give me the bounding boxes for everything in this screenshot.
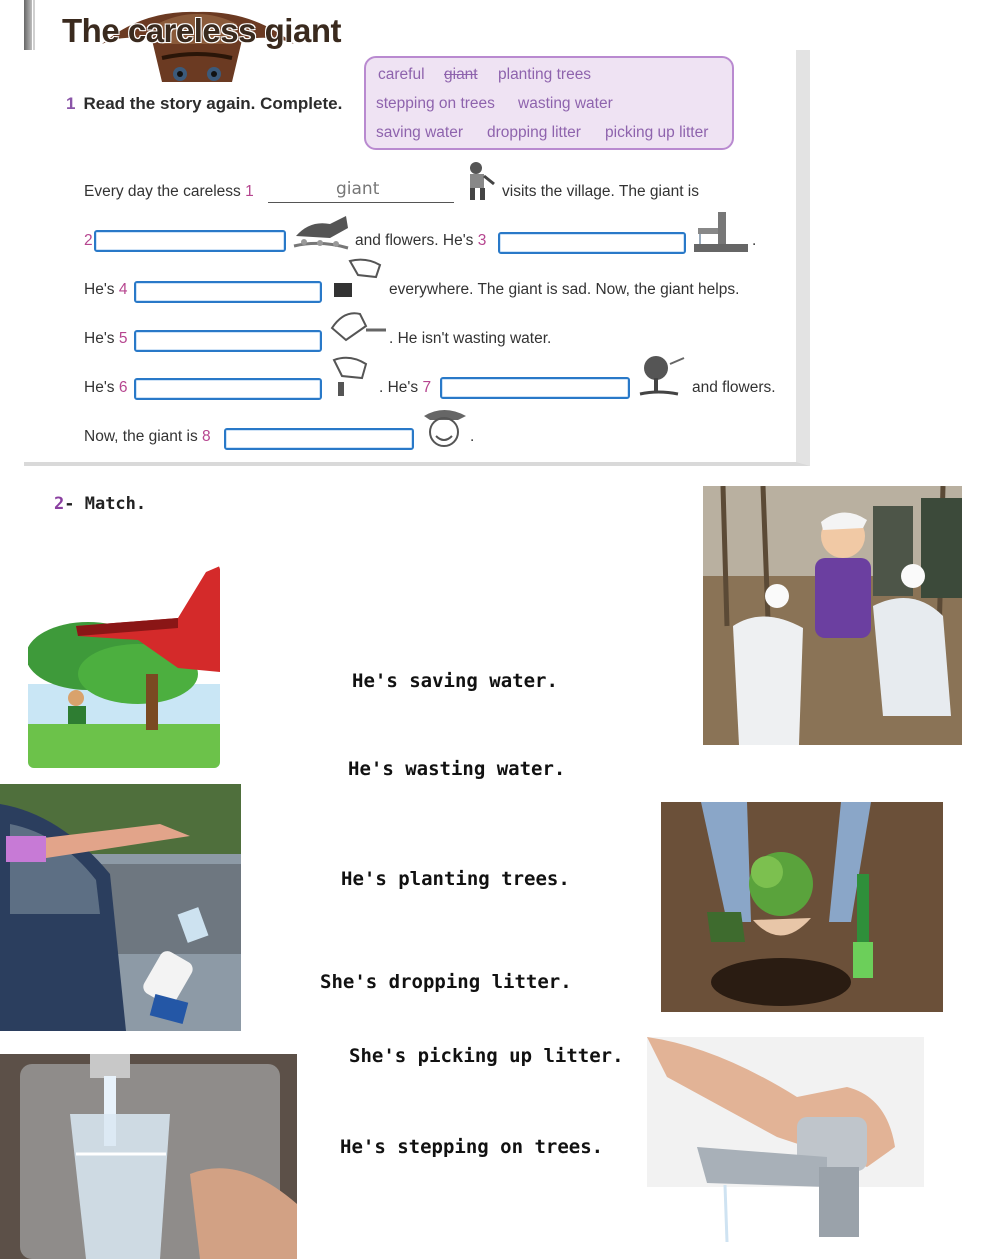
- story-text: He's: [84, 330, 119, 347]
- example-answer-line: [268, 202, 454, 203]
- sentence-saving-water[interactable]: He's saving water.: [352, 670, 558, 692]
- story-line-6-start: [84, 428, 211, 446]
- hand-dropping-litter-icon: [330, 255, 386, 301]
- story-line-3-start: [84, 281, 127, 299]
- photo-planting-tree[interactable]: [661, 802, 943, 1012]
- answer-input-2[interactable]: [94, 230, 286, 252]
- photo-giant-stepping-on-tree[interactable]: [28, 564, 220, 768]
- sentence-picking-up-litter[interactable]: She's picking up litter.: [349, 1045, 624, 1067]
- story-line-5-mid: [379, 379, 431, 397]
- word-stepping-on-trees: stepping on trees: [376, 95, 495, 112]
- blank-number: 5: [118, 330, 128, 347]
- photo-woman-picking-up-litter[interactable]: [703, 486, 962, 745]
- story-line-6-end: .: [470, 428, 475, 445]
- story-text: He's: [84, 281, 119, 298]
- happy-giant-face-icon: [418, 404, 470, 450]
- word-careful: careful: [378, 66, 425, 83]
- task1-number: 1: [66, 94, 76, 113]
- blank-number: 8: [202, 428, 211, 445]
- turning-off-tap-photo: [647, 1037, 924, 1259]
- sentence-planting-trees[interactable]: He's planting trees.: [341, 868, 570, 890]
- blank-number: 4: [118, 281, 128, 298]
- task2-instruction: [54, 494, 146, 514]
- task2-number: 2: [54, 494, 65, 514]
- task2-text: - Match.: [64, 494, 147, 514]
- story-line-1-start: [84, 183, 254, 201]
- photo-turning-off-tap[interactable]: [647, 1037, 924, 1259]
- word-giant-crossed: giant: [444, 66, 478, 83]
- story-line-5-end: and flowers.: [692, 379, 776, 396]
- story-line-4-start: [84, 330, 127, 348]
- worksheet-title: The careless giant: [62, 12, 341, 49]
- word-box: [364, 56, 734, 150]
- story-line-2-end: .: [752, 232, 757, 249]
- sentence-wasting-water[interactable]: He's wasting water.: [348, 758, 566, 780]
- blank-number: 2: [84, 232, 93, 249]
- sentence-dropping-litter[interactable]: She's dropping litter.: [320, 971, 572, 993]
- story-line-5-start: [84, 379, 127, 397]
- blank-number: 1: [245, 183, 254, 200]
- boot-on-tree-illustration: [28, 564, 220, 768]
- hand-turning-off-tap-icon: [326, 306, 388, 352]
- story-line-2-mid: [355, 232, 486, 250]
- example-answer: giant: [336, 179, 380, 199]
- story-line-1-end: visits the village. The giant is: [502, 183, 700, 200]
- task1-instruction: [66, 94, 342, 114]
- blank-number: 6: [118, 379, 128, 396]
- water-tap-icon: [690, 208, 752, 254]
- answer-input-5[interactable]: [134, 330, 322, 352]
- boot-on-flowers-icon: [290, 210, 352, 254]
- hand-picking-up-litter-icon: [326, 354, 376, 400]
- planting-tree-icon: [634, 354, 688, 400]
- answer-input-8[interactable]: [224, 428, 414, 450]
- sentence-stepping-on-trees[interactable]: He's stepping on trees.: [340, 1136, 604, 1158]
- answer-input-3[interactable]: [498, 232, 686, 254]
- word-saving-water: saving water: [376, 124, 464, 141]
- blank-number: 7: [422, 379, 432, 396]
- story-text: and flowers. He's: [355, 232, 478, 249]
- blank-2-number: [84, 232, 93, 250]
- photo-dropping-litter[interactable]: [0, 784, 241, 1031]
- planting-tree-photo: [661, 802, 943, 1012]
- word-dropping-litter: dropping litter: [487, 124, 581, 141]
- story-text: He's: [84, 379, 119, 396]
- word-wasting-water: wasting water: [518, 95, 613, 112]
- answer-input-6[interactable]: [134, 378, 322, 400]
- photo-tap-running-into-glass[interactable]: [0, 1054, 297, 1259]
- answer-input-7[interactable]: [440, 377, 630, 399]
- blank-number: 3: [477, 232, 487, 249]
- story-line-4-end: . He isn't wasting water.: [389, 330, 552, 347]
- giant-walking-icon: [460, 160, 496, 204]
- story-text: Now, the giant is: [84, 428, 203, 445]
- word-planting-trees: planting trees: [498, 66, 592, 83]
- word-picking-up-litter: picking up litter: [605, 124, 709, 141]
- tap-running-photo: [0, 1054, 297, 1259]
- task1-text: Read the story again. Complete.: [83, 94, 343, 113]
- story-text: Every day the careless: [84, 183, 246, 200]
- answer-input-4[interactable]: [134, 281, 322, 303]
- story-text: . He's: [379, 379, 423, 396]
- dropping-litter-photo: [0, 784, 241, 1031]
- story-line-3-end: everywhere. The giant is sad. Now, the giant helps.: [389, 281, 740, 298]
- picking-up-litter-photo: [703, 486, 962, 745]
